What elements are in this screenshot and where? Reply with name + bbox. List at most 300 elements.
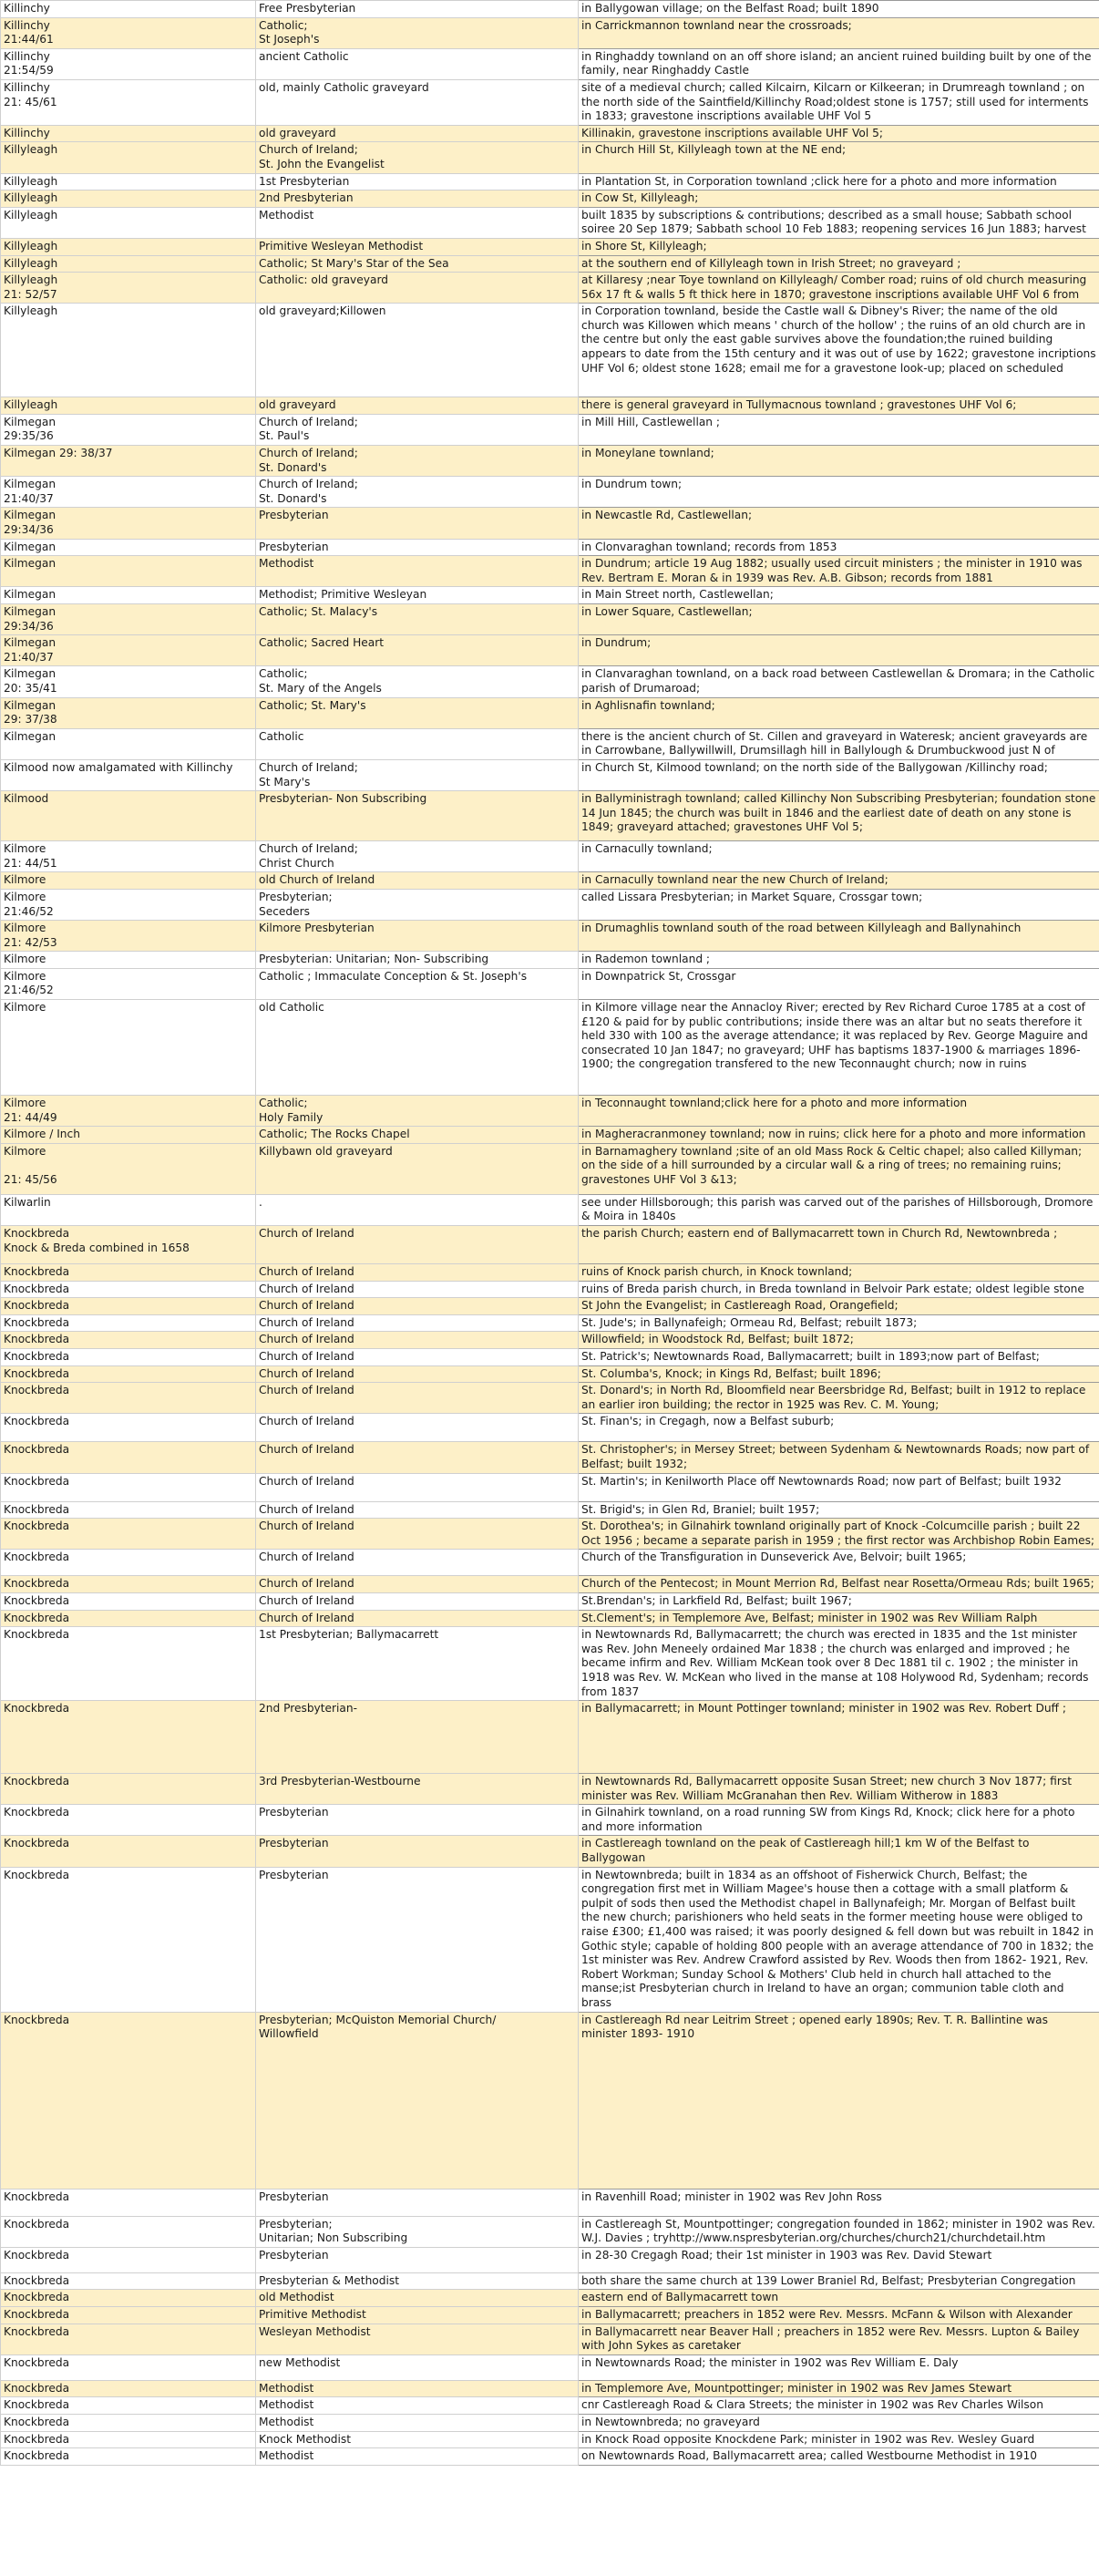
denomination-cell[interactable]	[256, 79, 579, 125]
denomination-cell[interactable]	[256, 1550, 579, 1576]
parish-cell[interactable]	[1, 1501, 256, 1519]
table-row	[1, 1194, 1099, 1225]
cell-line: Knockbreda	[4, 1577, 70, 1591]
cell-line: Kilwarlin	[4, 1195, 51, 1209]
cell-text: in Church Hill St, Killyleagh town at the NE end;	[581, 143, 847, 157]
denomination-cell[interactable]	[256, 2380, 579, 2397]
cell-line: 21: 44/51	[4, 856, 57, 870]
parish-cell[interactable]	[1, 1365, 256, 1383]
denomination-cell[interactable]	[256, 2247, 579, 2272]
parish-cell[interactable]	[1, 79, 256, 125]
cell-line: Church of Ireland	[259, 1315, 354, 1329]
table-row	[1, 2306, 1099, 2324]
parish-cell[interactable]	[1, 2290, 256, 2307]
details-cell[interactable]	[579, 1281, 1099, 1298]
cell-line: Knockbreda	[4, 1628, 70, 1642]
table-row	[1, 587, 1099, 604]
details-cell[interactable]	[579, 1414, 1099, 1442]
cell-line: Christ Church	[259, 856, 334, 870]
denomination-cell[interactable]	[256, 1442, 579, 1473]
details-cell[interactable]	[579, 587, 1099, 604]
cell-text: in Newtownards Road; the minister in 1902 was Rev William E. Daly	[581, 2355, 959, 2369]
denomination-cell[interactable]	[256, 1519, 579, 1550]
details-cell[interactable]	[579, 2247, 1099, 2272]
parish-cell[interactable]	[1, 2189, 256, 2216]
denomination-cell[interactable]	[256, 2216, 579, 2247]
denomination-cell[interactable]	[256, 2306, 579, 2324]
parish-cell[interactable]	[1, 414, 256, 445]
details-cell[interactable]	[579, 759, 1099, 790]
cell-line: Knockbreda	[4, 1520, 70, 1533]
denomination-cell[interactable]	[256, 1298, 579, 1315]
parish-cell[interactable]	[1, 635, 256, 666]
details-cell[interactable]	[579, 1096, 1099, 1127]
parish-cell[interactable]	[1, 2012, 256, 2189]
parish-cell[interactable]	[1, 1000, 256, 1096]
denomination-cell[interactable]	[256, 1000, 579, 1096]
details-cell[interactable]	[579, 2448, 1099, 2466]
details-cell[interactable]	[579, 2431, 1099, 2448]
details-cell[interactable]	[579, 556, 1099, 587]
cell-line: Knockbreda	[4, 1775, 70, 1788]
cell-text: in Plantation St, in Corporation townland ;click here for a photo and more information	[581, 174, 1057, 188]
cell-line: St Joseph's	[259, 33, 320, 46]
details-cell[interactable]	[579, 1143, 1099, 1194]
cell-text: St John the Evangelist; in Castlereagh Road, Orangefield;	[581, 1299, 899, 1313]
parish-cell[interactable]	[1, 759, 256, 790]
cell-line: old graveyard	[259, 126, 336, 139]
parish-cell[interactable]	[1, 1, 256, 18]
denomination-cell[interactable]	[256, 273, 579, 304]
details-cell[interactable]	[579, 1550, 1099, 1576]
details-cell[interactable]	[579, 1867, 1099, 2012]
cell-line: Catholic;	[259, 667, 308, 681]
table-row	[1, 79, 1099, 125]
denomination-cell[interactable]	[256, 968, 579, 999]
details-cell[interactable]	[579, 2189, 1099, 2216]
parish-cell[interactable]	[1, 48, 256, 79]
parish-cell[interactable]	[1, 1867, 256, 2012]
details-cell[interactable]	[579, 207, 1099, 238]
parish-cell[interactable]	[1, 587, 256, 604]
denomination-cell[interactable]	[256, 604, 579, 635]
parish-cell[interactable]	[1, 1298, 256, 1315]
cell-line: Kilmegan	[4, 588, 56, 602]
parish-cell[interactable]	[1, 2216, 256, 2247]
denomination-cell[interactable]	[256, 728, 579, 759]
denomination-cell[interactable]	[256, 697, 579, 728]
details-cell[interactable]	[579, 1774, 1099, 1805]
denomination-cell[interactable]	[256, 1383, 579, 1414]
details-cell[interactable]	[579, 666, 1099, 697]
details-cell[interactable]	[579, 125, 1099, 142]
table-row	[1, 539, 1099, 556]
cell-text: ruins of Knock parish church, in Knock townland;	[581, 1265, 853, 1279]
cell-line: St. Donard's	[259, 491, 327, 505]
denomination-cell[interactable]	[256, 1281, 579, 1298]
cell-line: Catholic; St. Malacy's	[259, 605, 378, 618]
parish-cell[interactable]	[1, 1627, 256, 1701]
parish-cell[interactable]	[1, 255, 256, 273]
parish-cell[interactable]	[1, 952, 256, 969]
cell-line: St. Paul's	[259, 429, 310, 443]
details-cell[interactable]	[579, 17, 1099, 48]
parish-cell[interactable]	[1, 666, 256, 697]
denomination-cell[interactable]	[256, 238, 579, 255]
details-cell[interactable]	[579, 2354, 1099, 2380]
denomination-cell[interactable]	[256, 1701, 579, 1774]
details-cell[interactable]	[579, 446, 1099, 477]
parish-cell[interactable]	[1, 1805, 256, 1836]
details-cell[interactable]	[579, 508, 1099, 539]
denomination-cell[interactable]	[256, 255, 579, 273]
details-cell[interactable]	[579, 142, 1099, 173]
parish-cell[interactable]	[1, 477, 256, 508]
denomination-cell[interactable]	[256, 2189, 579, 2216]
denomination-cell[interactable]	[256, 1349, 579, 1366]
denomination-cell[interactable]	[256, 2324, 579, 2354]
cell-line: 29: 37/38	[4, 713, 57, 726]
parish-cell[interactable]	[1, 125, 256, 142]
cell-line: Church of Ireland	[259, 1593, 354, 1607]
details-cell[interactable]	[579, 1314, 1099, 1332]
denomination-cell[interactable]	[256, 207, 579, 238]
details-cell[interactable]	[579, 2380, 1099, 2397]
denomination-cell[interactable]	[256, 1143, 579, 1194]
denomination-cell[interactable]	[256, 1610, 579, 1627]
details-cell[interactable]	[579, 2216, 1099, 2247]
details-cell[interactable]	[579, 477, 1099, 508]
denomination-cell[interactable]	[256, 2431, 579, 2448]
denomination-cell[interactable]	[256, 508, 579, 539]
details-cell[interactable]	[579, 872, 1099, 890]
details-cell[interactable]	[579, 2397, 1099, 2415]
cell-line: Killyleagh	[4, 398, 58, 412]
denomination-cell[interactable]	[256, 1264, 579, 1282]
cell-line: Presbyterian- Non Subscribing	[259, 792, 427, 806]
details-cell[interactable]	[579, 1627, 1099, 1701]
denomination-cell[interactable]	[256, 539, 579, 556]
parish-cell[interactable]	[1, 556, 256, 587]
parish-cell[interactable]	[1, 304, 256, 397]
table-row	[1, 556, 1099, 587]
parish-cell[interactable]	[1, 539, 256, 556]
details-cell[interactable]	[579, 841, 1099, 872]
parish-cell[interactable]	[1, 1701, 256, 1774]
details-cell[interactable]	[579, 1701, 1099, 1774]
cell-line: Knockbreda	[4, 1350, 70, 1363]
cell-line: Methodist	[259, 2415, 314, 2428]
table-row	[1, 604, 1099, 635]
cell-line: Presbyterian	[259, 540, 329, 553]
parish-cell[interactable]	[1, 2414, 256, 2431]
details-cell[interactable]	[579, 539, 1099, 556]
details-cell[interactable]	[579, 191, 1099, 208]
parish-cell[interactable]	[1, 604, 256, 635]
parish-cell[interactable]	[1, 889, 256, 920]
denomination-cell[interactable]	[256, 791, 579, 841]
parish-cell[interactable]	[1, 697, 256, 728]
denomination-cell[interactable]	[256, 191, 579, 208]
details-cell[interactable]	[579, 1805, 1099, 1836]
denomination-cell[interactable]	[256, 1774, 579, 1805]
parish-cell[interactable]	[1, 2324, 256, 2354]
denomination-cell[interactable]	[256, 921, 579, 952]
details-cell[interactable]	[579, 1127, 1099, 1144]
parish-cell[interactable]	[1, 397, 256, 415]
denomination-cell[interactable]	[256, 1194, 579, 1225]
denomination-cell[interactable]	[256, 1592, 579, 1610]
details-cell[interactable]	[579, 791, 1099, 841]
parish-cell[interactable]	[1, 841, 256, 872]
denomination-cell[interactable]	[256, 477, 579, 508]
denomination-cell[interactable]	[256, 48, 579, 79]
denomination-cell[interactable]	[256, 1414, 579, 1442]
parish-cell[interactable]	[1, 1610, 256, 1627]
details-cell[interactable]	[579, 1, 1099, 18]
cell-line: Killyleagh	[4, 143, 58, 157]
details-cell[interactable]	[579, 1576, 1099, 1593]
details-cell[interactable]	[579, 1000, 1099, 1096]
cell-text: Killinakin, gravestone inscriptions available UHF Vol 5;	[581, 126, 883, 139]
denomination-cell[interactable]	[256, 1096, 579, 1127]
details-cell[interactable]	[579, 238, 1099, 255]
cell-line: Presbyterian	[259, 1837, 329, 1850]
cell-text: in Barnamaghery townland ;site of an old Mass Rock & Celtic chapel; also called Killyman; on the side of a hill surrounded by a circular wall & a ring of trees; no remaining ruins; gravestones UHF Vol 3 &13;	[581, 1144, 1083, 1187]
table-row	[1, 1701, 1099, 1774]
parish-cell[interactable]	[1, 1349, 256, 1366]
cell-line: Church of Ireland	[259, 1415, 354, 1428]
details-cell[interactable]	[579, 1501, 1099, 1519]
details-cell[interactable]	[579, 1226, 1099, 1264]
denomination-cell[interactable]	[256, 2448, 579, 2466]
details-cell[interactable]	[579, 48, 1099, 79]
parish-cell[interactable]	[1, 1143, 256, 1194]
denomination-cell[interactable]	[256, 414, 579, 445]
details-cell[interactable]	[579, 414, 1099, 445]
denomination-cell[interactable]	[256, 1836, 579, 1867]
denomination-cell[interactable]	[256, 2272, 579, 2290]
parish-cell[interactable]	[1, 508, 256, 539]
parish-cell[interactable]	[1, 1194, 256, 1225]
parish-cell[interactable]	[1, 17, 256, 48]
denomination-cell[interactable]	[256, 1576, 579, 1593]
cell-line: Presbyterian	[259, 509, 329, 522]
parish-cell[interactable]	[1, 2380, 256, 2397]
cell-line: Knockbreda	[4, 2307, 70, 2321]
parish-cell[interactable]	[1, 921, 256, 952]
denomination-cell[interactable]	[256, 17, 579, 48]
cell-line: Church of Ireland;	[259, 478, 358, 491]
denomination-cell[interactable]	[256, 2397, 579, 2415]
details-cell[interactable]	[579, 304, 1099, 397]
details-cell[interactable]	[579, 697, 1099, 728]
details-cell[interactable]	[579, 1383, 1099, 1414]
denomination-cell[interactable]	[256, 2414, 579, 2431]
parish-cell[interactable]	[1, 1592, 256, 1610]
details-cell[interactable]	[579, 2290, 1099, 2307]
parish-cell[interactable]	[1, 1519, 256, 1550]
cell-line: Church of Ireland	[259, 1502, 354, 1516]
details-cell[interactable]	[579, 397, 1099, 415]
table-row	[1, 1000, 1099, 1096]
parish-cell[interactable]	[1, 1774, 256, 1805]
cell-line: Kilmegan	[4, 636, 56, 650]
parish-cell[interactable]	[1, 1414, 256, 1442]
details-cell[interactable]	[579, 604, 1099, 635]
details-cell[interactable]	[579, 1519, 1099, 1550]
cell-line: Kilmore	[4, 1144, 46, 1158]
cell-line: Presbyterian: Unitarian; Non- Subscribing	[259, 953, 489, 966]
cell-text: the parish Church; eastern end of Ballymacarrett town in Church Rd, Newtownbreda ;	[581, 1227, 1058, 1241]
denomination-cell[interactable]	[256, 1867, 579, 2012]
table-row	[1, 1414, 1099, 1442]
denomination-cell[interactable]	[256, 397, 579, 415]
details-cell[interactable]	[579, 952, 1099, 969]
denomination-cell[interactable]	[256, 889, 579, 920]
parish-cell[interactable]	[1, 1096, 256, 1127]
denomination-cell[interactable]	[256, 952, 579, 969]
denomination-cell[interactable]	[256, 1805, 579, 1836]
details-cell[interactable]	[579, 1610, 1099, 1627]
table-row	[1, 1442, 1099, 1473]
details-cell[interactable]	[579, 1473, 1099, 1501]
parish-cell[interactable]	[1, 207, 256, 238]
parish-cell[interactable]	[1, 1836, 256, 1867]
cell-line: Killyleagh	[4, 191, 58, 205]
table-row	[1, 1226, 1099, 1264]
cell-line: St. John the Evangelist	[259, 157, 385, 170]
parish-cell[interactable]	[1, 1576, 256, 1593]
parish-cell[interactable]	[1, 968, 256, 999]
details-cell[interactable]	[579, 2306, 1099, 2324]
details-cell[interactable]	[579, 79, 1099, 125]
table-row	[1, 2216, 1099, 2247]
denomination-cell[interactable]	[256, 173, 579, 191]
denomination-cell[interactable]	[256, 2012, 579, 2189]
parish-cell[interactable]	[1, 1314, 256, 1332]
parish-cell[interactable]	[1, 142, 256, 173]
table-row	[1, 1, 1099, 18]
details-cell[interactable]	[579, 1365, 1099, 1383]
parish-cell[interactable]	[1, 1383, 256, 1414]
parish-cell[interactable]	[1, 238, 256, 255]
details-cell[interactable]	[579, 273, 1099, 304]
denomination-cell[interactable]	[256, 1, 579, 18]
details-cell[interactable]	[579, 2272, 1099, 2290]
parish-cell[interactable]	[1, 1281, 256, 1298]
parish-cell[interactable]	[1, 1550, 256, 1576]
details-cell[interactable]	[579, 255, 1099, 273]
cell-text: St. Martin's; in Kenilworth Place off Newtownards Road; now part of Belfast; built 1932	[581, 1474, 1062, 1488]
details-cell[interactable]	[579, 635, 1099, 666]
details-cell[interactable]	[579, 1332, 1099, 1349]
parish-cell[interactable]	[1, 273, 256, 304]
parish-cell[interactable]	[1, 1473, 256, 1501]
cell-line: ancient Catholic	[259, 49, 349, 63]
details-cell[interactable]	[579, 1194, 1099, 1225]
denomination-cell[interactable]	[256, 142, 579, 173]
details-cell[interactable]	[579, 1349, 1099, 1366]
details-cell[interactable]	[579, 728, 1099, 759]
denomination-cell[interactable]	[256, 1365, 579, 1383]
denomination-cell[interactable]	[256, 556, 579, 587]
details-cell[interactable]	[579, 2414, 1099, 2431]
details-cell[interactable]	[579, 889, 1099, 920]
parish-cell[interactable]	[1, 2431, 256, 2448]
details-cell[interactable]	[579, 1836, 1099, 1867]
details-cell[interactable]	[579, 1298, 1099, 1315]
cell-line: Knockbreda	[4, 2381, 70, 2395]
table-row	[1, 1281, 1099, 1298]
denomination-cell[interactable]	[256, 1501, 579, 1519]
parish-cell[interactable]	[1, 791, 256, 841]
denomination-cell[interactable]	[256, 1473, 579, 1501]
details-cell[interactable]	[579, 2012, 1099, 2189]
denomination-cell[interactable]	[256, 1332, 579, 1349]
denomination-cell[interactable]	[256, 1627, 579, 1701]
denomination-cell[interactable]	[256, 1314, 579, 1332]
parish-cell[interactable]	[1, 2397, 256, 2415]
details-cell[interactable]	[579, 173, 1099, 191]
cell-line: Knockbreda	[4, 2324, 70, 2338]
parish-cell[interactable]	[1, 2272, 256, 2290]
parish-cell[interactable]	[1, 1127, 256, 1144]
denomination-cell[interactable]	[256, 304, 579, 397]
denomination-cell[interactable]	[256, 587, 579, 604]
details-cell[interactable]	[579, 968, 1099, 999]
denomination-cell[interactable]	[256, 446, 579, 477]
details-cell[interactable]	[579, 1442, 1099, 1473]
denomination-cell[interactable]	[256, 2290, 579, 2307]
cell-line: 29:34/36	[4, 523, 54, 537]
details-cell[interactable]	[579, 1264, 1099, 1282]
parish-cell[interactable]	[1, 1226, 256, 1264]
denomination-cell[interactable]	[256, 125, 579, 142]
denomination-cell[interactable]	[256, 759, 579, 790]
table-row	[1, 952, 1099, 969]
denomination-cell[interactable]	[256, 872, 579, 890]
table-row	[1, 1610, 1099, 1627]
denomination-cell[interactable]	[256, 841, 579, 872]
parish-cell[interactable]	[1, 1442, 256, 1473]
cell-text: both share the same church at 139 Lower Braniel Rd, Belfast; Presbyterian Congregation	[581, 2273, 1076, 2287]
denomination-cell[interactable]	[256, 1127, 579, 1144]
parish-cell[interactable]	[1, 2306, 256, 2324]
parish-cell[interactable]	[1, 872, 256, 890]
parish-cell[interactable]	[1, 1332, 256, 1349]
parish-cell[interactable]	[1, 446, 256, 477]
parish-cell[interactable]	[1, 2247, 256, 2272]
details-cell[interactable]	[579, 2324, 1099, 2354]
details-cell[interactable]	[579, 1592, 1099, 1610]
denomination-cell[interactable]	[256, 635, 579, 666]
denomination-cell[interactable]	[256, 1226, 579, 1264]
parish-cell[interactable]	[1, 1264, 256, 1282]
parish-cell[interactable]	[1, 2354, 256, 2380]
table-row	[1, 1473, 1099, 1501]
parish-cell[interactable]	[1, 173, 256, 191]
cell-text: Church of the Pentecost; in Mount Merrion Rd, Belfast near Rosetta/Ormeau Rds; built 1965;	[581, 1577, 1094, 1591]
parish-cell[interactable]	[1, 2448, 256, 2466]
cell-line: 20: 35/41	[4, 681, 57, 695]
details-cell[interactable]	[579, 921, 1099, 952]
parish-cell[interactable]	[1, 728, 256, 759]
cell-line: .	[259, 1195, 262, 1209]
parish-cell[interactable]	[1, 191, 256, 208]
denomination-cell[interactable]	[256, 666, 579, 697]
denomination-cell[interactable]	[256, 2354, 579, 2380]
